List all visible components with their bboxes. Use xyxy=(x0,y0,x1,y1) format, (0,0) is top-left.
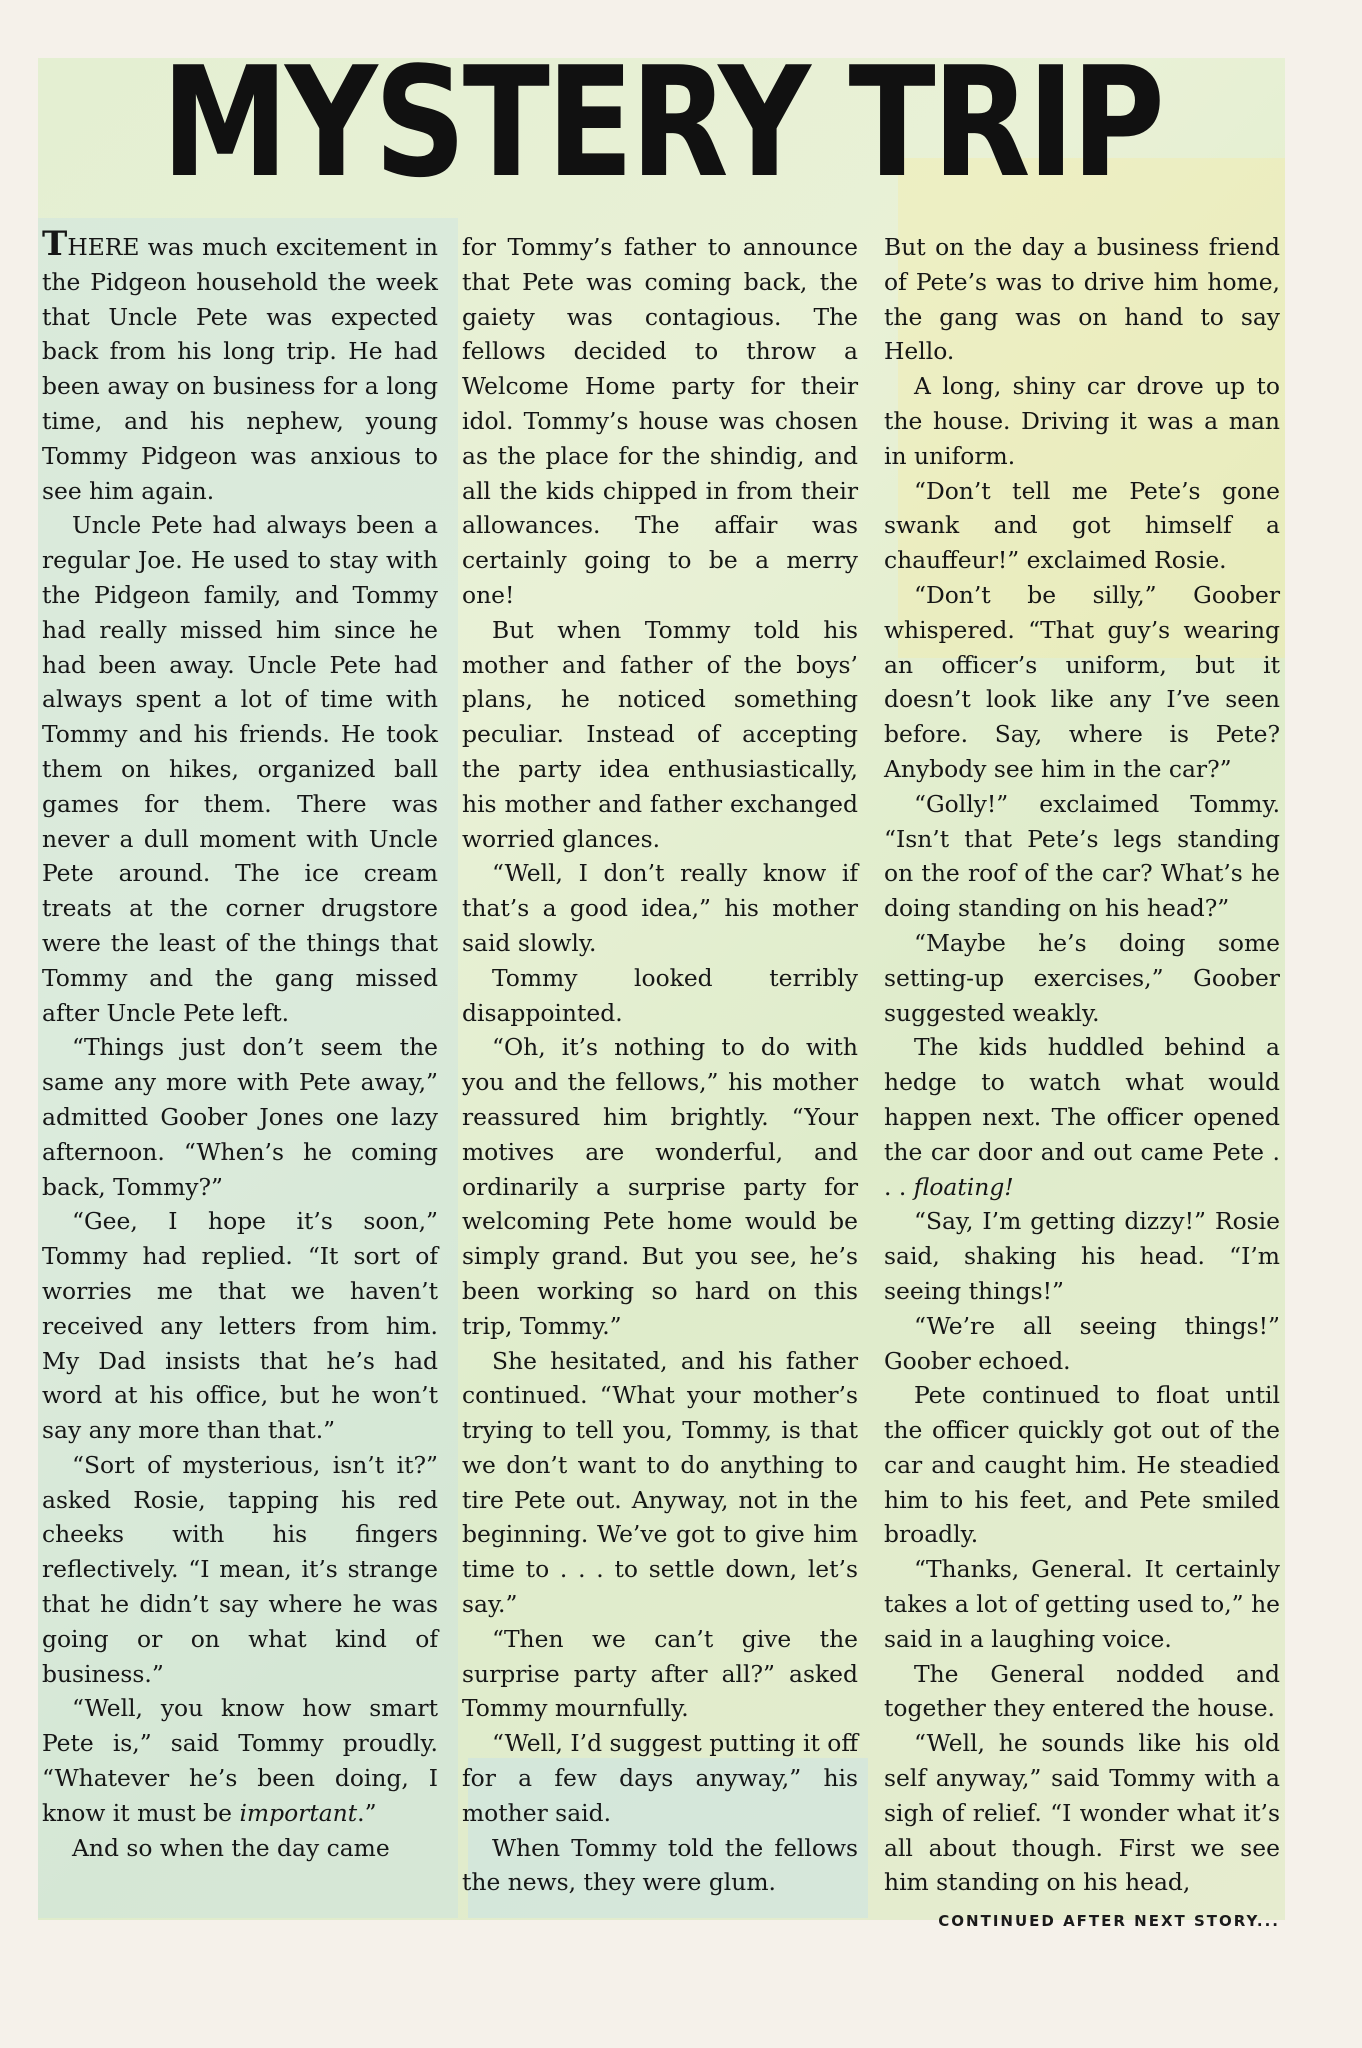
paragraph-text: The kids huddled behind a hedge to watch what would happen next. The officer opened the car door and out came Pete . . . xyxy=(884,1033,1280,1201)
paragraph-text: The General nodded and together they entered the house. xyxy=(884,1659,1280,1723)
paragraph-text: But on the day a business friend of Pete’s was to drive him home, the gang was on hand to say Hello. xyxy=(884,233,1280,366)
paragraph-text: A long, shiny car drove up to the house. Driving it was a man in uniform. xyxy=(884,372,1280,470)
paragraph-text: “We’re all seeing things!” Goober echoed. xyxy=(884,1311,1280,1375)
paragraph xyxy=(884,1657,1280,1727)
paragraph-text: “Thanks, General. It certainly takes a lot of getting used to,” he said in a laughing voice. xyxy=(884,1555,1280,1653)
paragraph xyxy=(462,1030,858,1343)
paragraph-text: Tommy looked terribly disappointed. xyxy=(462,963,858,1027)
paragraph xyxy=(462,1622,858,1726)
paragraph xyxy=(462,856,858,960)
paragraph xyxy=(42,1448,438,1692)
paragraph-text: “Oh, it’s nothing to do with you and the fellows,” his mother reassured him brightly. “Your motives are wonderful, and ordinarily a surprise party for welcoming Pete home would be simply grand. But you see, he’s been working so hard on this trip, Tommy.” xyxy=(462,1033,858,1340)
paragraph-text: She hesitated, and his father continued. “What your mother’s trying to tell you, Tommy, is that we don’t want to do anything to tire Pete out. Anyway, not in the beginning. We’ve got to give him time to . . . to settle down, let’s say.” xyxy=(462,1346,858,1619)
paragraph-text: for Tommy’s father to announce that Pete was coming back, the gaiety was contagious. The fellows decided to throw a Welcome Home party for their idol. Tommy’s house was chosen as the place for the shindig, and all the kids chipped in from their allowances. The affair was certainly going to be a merry one! xyxy=(462,233,858,609)
paragraph-text: “Maybe he’s doing some setting-up exercises,” Goober suggested weakly. xyxy=(884,928,1280,1027)
paragraph xyxy=(42,508,438,1030)
text-column-2 xyxy=(462,230,858,1900)
paragraph-text: HERE was much excitement in the Pidgeon household the week that Uncle Pete was expected back from his long trip. He had been away on business for a long time, and his nephew, young Tommy Pidgeon was anxious to see him again. xyxy=(42,233,438,505)
paragraph-text: “Say, I’m getting dizzy!” Rosie said, shaking his head. “I’m seeing things!” xyxy=(884,1207,1280,1305)
paragraph xyxy=(884,369,1280,473)
paragraph-text: “Well, I’d suggest putting it off for a few days anyway,” his mother said. xyxy=(462,1729,859,1827)
paragraph-text: “Well, he sounds like his old self anyway,” said Tommy with a sigh of relief. “I wonder what it’s all about though. First we see him standing on his head, xyxy=(884,1729,1280,1897)
paragraph xyxy=(462,230,858,613)
emphasis-text: floating! xyxy=(913,1172,1014,1201)
paragraph xyxy=(42,1204,438,1448)
paragraph-text: “Sort of mysterious, isn’t it?” asked Rosie, tapping his red cheeks with his fingers reflectively. “I mean, it’s strange that he didn’t say where he was going or on what kind of business.” xyxy=(42,1450,438,1688)
paragraph xyxy=(42,1831,438,1866)
text-column-3 xyxy=(884,230,1280,1900)
paragraph-text: Uncle Pete had always been a regular Joe. He used to stay with the Pidgeon family, and Tommy had really missed him since he had been away. Uncle Pete had always spent a lot of time with Tommy and his friends. He took them on hikes, organized ball games for them. There was never a dull moment with Uncle Pete around. The ice cream treats at the corner drugstore were the least of the things that Tommy and the gang missed after Uncle Pete left. xyxy=(42,511,438,1027)
paragraph-text: “Don’t tell me Pete’s gone swank and got himself a chauffeur!” exclaimed Rosie. xyxy=(884,476,1280,575)
paragraph-text: “Gee, I hope it’s soon,” Tommy had replied. “It sort of worries me that we haven’t received any letters from him. My Dad insists that he’s had word at his office, but he won’t say any more than that.” xyxy=(42,1207,438,1445)
paragraph-text: “Well, I don’t really know if that’s a good idea,” his mother said slowly. xyxy=(462,859,858,957)
paragraph xyxy=(884,1309,1280,1379)
story-title: MYSTERY TRIP xyxy=(161,34,1162,211)
paragraph xyxy=(462,1831,858,1901)
paragraph xyxy=(884,1030,1280,1204)
paragraph-text: When Tommy told the fellows the news, they were glum. xyxy=(462,1833,858,1897)
paragraph-text: “Golly!” exclaimed Tommy. “Isn’t that Pete’s legs standing on the roof of the car? What’s he doing standing on his head?” xyxy=(884,789,1280,923)
paragraph xyxy=(462,1726,858,1830)
paragraph xyxy=(884,1378,1280,1552)
paragraph-text: But when Tommy told his mother and father of the boys’ plans, he noticed something peculiar. Instead of accepting the party idea enthusiastically, his mother and father exchanged worried glances. xyxy=(462,615,858,853)
continued-notice: CONTINUED AFTER NEXT STORY... xyxy=(938,1912,1280,1930)
paragraph xyxy=(884,578,1280,787)
paragraph xyxy=(884,787,1280,926)
drop-cap: T xyxy=(42,224,68,264)
paragraph-text: “Don’t be silly,” Goober whispered. “That guy’s wearing an officer’s uniform, but it doesn’t look like any I’ve seen before. Say, where is Pete? Anybody see him in the car?” xyxy=(884,580,1280,783)
paragraph xyxy=(42,1691,438,1830)
paragraph xyxy=(462,961,858,1031)
paragraph xyxy=(884,1204,1280,1308)
paragraph xyxy=(42,1030,438,1204)
text-column-1 xyxy=(42,224,438,1865)
paragraph-text: Pete continued to float until the officer quickly got out of the car and caught him. He steadied him to his feet, and Pete smiled broadly. xyxy=(884,1381,1280,1549)
paragraph xyxy=(462,613,858,857)
paragraph-text: .” xyxy=(357,1798,377,1827)
paragraph xyxy=(884,230,1280,369)
paragraph-text: “Then we can’t give the surprise party after all?” asked Tommy mournfully. xyxy=(462,1624,858,1723)
paragraph xyxy=(884,1726,1280,1900)
paragraph xyxy=(462,1344,858,1622)
emphasis-text: important xyxy=(239,1798,358,1827)
paragraph-text: “Well, you know how smart Pete is,” said Tommy proudly. “Whatever he’s been doing, I know it must be xyxy=(42,1694,438,1827)
paragraph xyxy=(884,926,1280,1030)
paragraph-text: And so when the day came xyxy=(72,1833,390,1862)
paragraph xyxy=(884,1552,1280,1656)
paragraph xyxy=(884,474,1280,578)
paragraph-text: “Things just don’t seem the same any more with Pete away,” admitted Goober Jones one lazy afternoon. “When’s he coming back, Tommy?” xyxy=(42,1033,438,1201)
paragraph xyxy=(42,224,438,508)
